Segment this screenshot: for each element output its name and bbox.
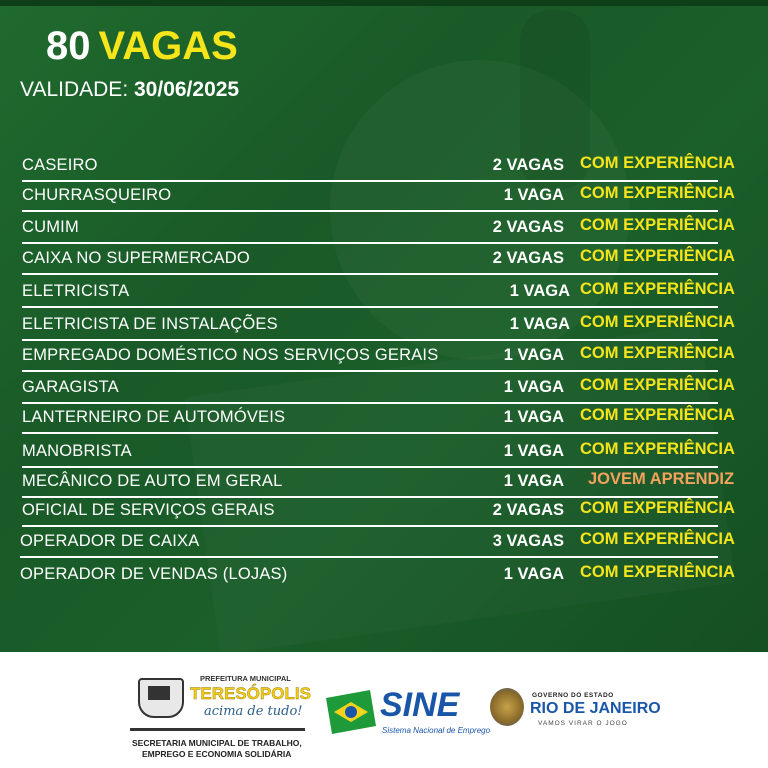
job-title: ELETRICISTA DE INSTALAÇÕES [22, 315, 278, 333]
city-name: TERESÓPOLIS [190, 684, 311, 703]
job-quantity: 1 VAGA [503, 408, 564, 426]
job-quantity: 2 VAGAS [492, 501, 564, 519]
footer-logos [0, 652, 768, 768]
job-requirement: JOVEM APRENDIZ [588, 470, 735, 488]
secretariat-line-1: SECRETARIA MUNICIPAL DE TRABALHO, [132, 738, 302, 748]
validity-date: 30/06/2025 [134, 78, 240, 101]
job-quantity: 3 VAGAS [492, 532, 564, 550]
row-divider [22, 273, 718, 275]
sine-flag-icon [326, 690, 376, 734]
job-quantity: 1 VAGA [503, 472, 564, 490]
state-motto: VAMOS VIRAR O JOGO [538, 720, 628, 727]
row-divider [22, 339, 718, 341]
job-title: LANTERNEIRO DE AUTOMÓVEIS [22, 408, 286, 426]
job-row [22, 440, 740, 468]
job-row [22, 280, 740, 308]
state-seal-icon [490, 688, 524, 726]
teresopolis-logo [130, 666, 310, 762]
job-title: CHURRASQUEIRO [22, 186, 172, 204]
row-divider [20, 556, 718, 558]
row-divider [22, 402, 718, 404]
row-divider [22, 242, 718, 244]
job-title: CUMIM [22, 218, 79, 236]
job-quantity: 1 VAGA [509, 282, 570, 300]
job-requirement: COM EXPERIÊNCIA [580, 530, 735, 548]
job-requirement: COM EXPERIÊNCIA [580, 216, 735, 234]
job-quantity: 2 VAGAS [492, 249, 564, 267]
job-row [20, 530, 740, 558]
state-name: RIO DE JANEIRO [530, 700, 661, 717]
sine-logo [326, 686, 491, 740]
job-row [22, 376, 740, 404]
job-quantity: 1 VAGA [503, 565, 564, 583]
job-quantity: 2 VAGAS [492, 156, 564, 174]
job-requirement: COM EXPERIÊNCIA [580, 184, 735, 202]
rio-de-janeiro-logo [490, 688, 661, 738]
logo-divider [130, 728, 305, 731]
job-quantity: 1 VAGA [509, 315, 570, 333]
job-title: MANOBRISTA [22, 442, 132, 460]
job-title: OFICIAL DE SERVIÇOS GERAIS [22, 501, 275, 519]
job-quantity: 1 VAGA [503, 346, 564, 364]
row-divider [22, 496, 718, 498]
job-title: CAIXA NO SUPERMERCADO [22, 249, 250, 267]
city-crest-icon [138, 678, 184, 718]
job-row [22, 247, 740, 275]
job-title: EMPREGADO DOMÉSTICO NOS SERVIÇOS GERAIS [22, 346, 439, 364]
job-quantity: 1 VAGA [503, 378, 564, 396]
sine-subtitle: Sistema Nacional de Emprego [382, 726, 491, 735]
prefecture-label: PREFEITURA MUNICIPAL [200, 674, 291, 683]
job-title: MECÂNICO DE AUTO EM GERAL [22, 472, 283, 490]
row-divider [22, 466, 718, 468]
job-requirement: COM EXPERIÊNCIA [580, 563, 735, 581]
job-quantity: 2 VAGAS [492, 218, 564, 236]
job-row [22, 184, 740, 212]
headline [46, 22, 238, 70]
vacancy-count: 80 [46, 24, 91, 68]
job-row [22, 154, 740, 182]
job-requirement: COM EXPERIÊNCIA [580, 440, 735, 458]
secretariat-line-2: EMPREGO E ECONOMIA SOLIDÁRIA [142, 749, 292, 759]
job-requirement: COM EXPERIÊNCIA [580, 280, 735, 298]
job-row [22, 499, 740, 527]
job-requirement: COM EXPERIÊNCIA [580, 154, 735, 172]
job-title: CASEIRO [22, 156, 98, 174]
job-row [22, 313, 740, 341]
job-requirement: COM EXPERIÊNCIA [580, 499, 735, 517]
job-quantity: 1 VAGA [503, 442, 564, 460]
sine-name: SINE [380, 686, 460, 724]
row-divider [22, 180, 718, 182]
job-row [22, 470, 740, 498]
job-requirement: COM EXPERIÊNCIA [580, 247, 735, 265]
job-title: GARAGISTA [22, 378, 119, 396]
row-divider [22, 432, 718, 434]
job-row [22, 216, 740, 244]
job-requirement: COM EXPERIÊNCIA [580, 313, 735, 331]
state-government-label: GOVERNO DO ESTADO [532, 692, 614, 699]
job-title: OPERADOR DE CAIXA [20, 532, 200, 550]
job-title: ELETRICISTA [22, 282, 130, 300]
job-row [22, 344, 740, 372]
row-divider [22, 525, 718, 527]
job-requirement: COM EXPERIÊNCIA [580, 344, 735, 362]
row-divider [22, 210, 718, 212]
job-row [22, 406, 740, 434]
city-slogan: acima de tudo! [204, 704, 303, 719]
validity-label: VALIDADE: [20, 78, 129, 101]
top-border [0, 0, 768, 6]
job-requirement: COM EXPERIÊNCIA [580, 406, 735, 424]
vacancy-word: VAGAS [98, 24, 238, 68]
row-divider [22, 306, 718, 308]
job-title: OPERADOR DE VENDAS (LOJAS) [20, 565, 288, 583]
job-requirement: COM EXPERIÊNCIA [580, 376, 735, 394]
job-quantity: 1 VAGA [503, 186, 564, 204]
job-row [20, 563, 740, 591]
row-divider [22, 370, 718, 372]
validity [20, 78, 239, 102]
